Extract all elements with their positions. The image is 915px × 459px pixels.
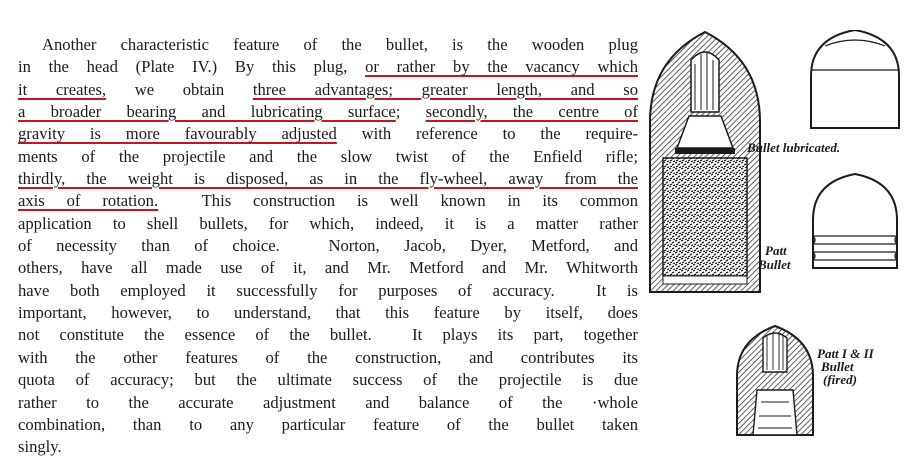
text-segment: of necessity than of choice. Norton, Jacob, Dyer, Metford, and xyxy=(18,236,638,256)
text-segment: important, however, to understand, that this feature by itself, does xyxy=(18,303,638,323)
text-line xyxy=(18,56,638,78)
lubricant-cavity xyxy=(663,158,747,276)
text-line xyxy=(18,79,638,101)
text-line xyxy=(18,235,638,257)
text-line xyxy=(18,392,638,414)
text-line xyxy=(18,168,638,190)
underlined-phrase: three advantages; greater length, and so xyxy=(252,79,638,99)
text-line xyxy=(18,123,638,145)
text-line xyxy=(18,436,638,458)
text-segment: This construction is well known in its common xyxy=(158,191,638,211)
text-line xyxy=(18,257,638,279)
bullet-cross-section xyxy=(650,32,760,292)
text-segment: others, have all made use of it, and Mr. Metford and Mr. Whitworth xyxy=(18,258,638,278)
text-segment: combination, than to any particular feature of the bullet taken xyxy=(18,414,638,434)
text-line xyxy=(18,280,638,302)
body-paragraph xyxy=(18,34,638,459)
underlined-phrase: it creates, xyxy=(18,79,107,99)
fired-bullet-drawing xyxy=(737,326,813,435)
text-line xyxy=(18,324,638,346)
bullet-drawings-svg xyxy=(645,30,910,442)
underlined-phrase: thirdly, the weight is disposed, as in the fly-wheel, away from the xyxy=(18,169,638,189)
text-line xyxy=(18,101,638,123)
text-line xyxy=(18,369,638,391)
bullet-lubricated-drawing xyxy=(811,30,899,128)
caption-patt-bullet: Bullet xyxy=(758,257,791,272)
caption-fired: (fired) xyxy=(823,372,857,387)
underlined-phrase: gravity is more favourably adjusted xyxy=(18,124,337,144)
text-line xyxy=(18,213,638,235)
text-segment: quota of accuracy; but the ultimate success of the projectile is due xyxy=(18,370,638,390)
text-segment: have both employed it successfully for purposes of accuracy. It is xyxy=(18,280,638,300)
underlined-phrase: axis of rotation. xyxy=(18,191,159,211)
underlined-phrase: a broader bearing and lubricating surface xyxy=(18,102,396,122)
caption-fired-bullet: Bullet xyxy=(821,359,854,374)
caption-patt-i-ii: Patt I & II xyxy=(817,346,874,361)
bullet-illustrations xyxy=(645,30,910,442)
text-line xyxy=(18,347,638,369)
text-line xyxy=(18,302,638,324)
text-segment: rather to the accurate adjustment and balance of the ·whole xyxy=(18,392,638,412)
text-segment: application to shell bullets, for which, indeed, it is a matter rather xyxy=(18,213,638,233)
text-segment: in the head (Plate IV.) By this plug, xyxy=(18,57,366,77)
underlined-phrase: secondly, the centre of xyxy=(425,102,638,122)
caption-patt: Patt xyxy=(765,243,787,258)
text-segment: with reference to the require- xyxy=(336,124,638,144)
underlined-phrase: or rather by the vacancy which xyxy=(365,57,638,77)
text-line xyxy=(18,414,638,436)
text-segment: ; xyxy=(395,102,426,122)
text-line xyxy=(18,146,638,168)
text-segment: with the other features of the construction, and contributes its xyxy=(18,347,638,367)
text-segment: not constitute the essence of the bullet. It plays its part, together xyxy=(18,325,638,345)
text-line xyxy=(18,34,638,56)
text-line xyxy=(18,190,638,212)
text-segment: Another characteristic feature of the bullet, is the wooden plug xyxy=(42,35,638,54)
text-segment: singly. xyxy=(18,437,62,457)
text-segment: ments of the projectile and the slow twist of the Enfield rifle; xyxy=(18,146,638,166)
caption-bullet-lubricated: Bullet lubricated. xyxy=(747,140,841,155)
text-segment: we obtain xyxy=(106,79,253,99)
patt-bullet-drawing xyxy=(813,174,897,268)
